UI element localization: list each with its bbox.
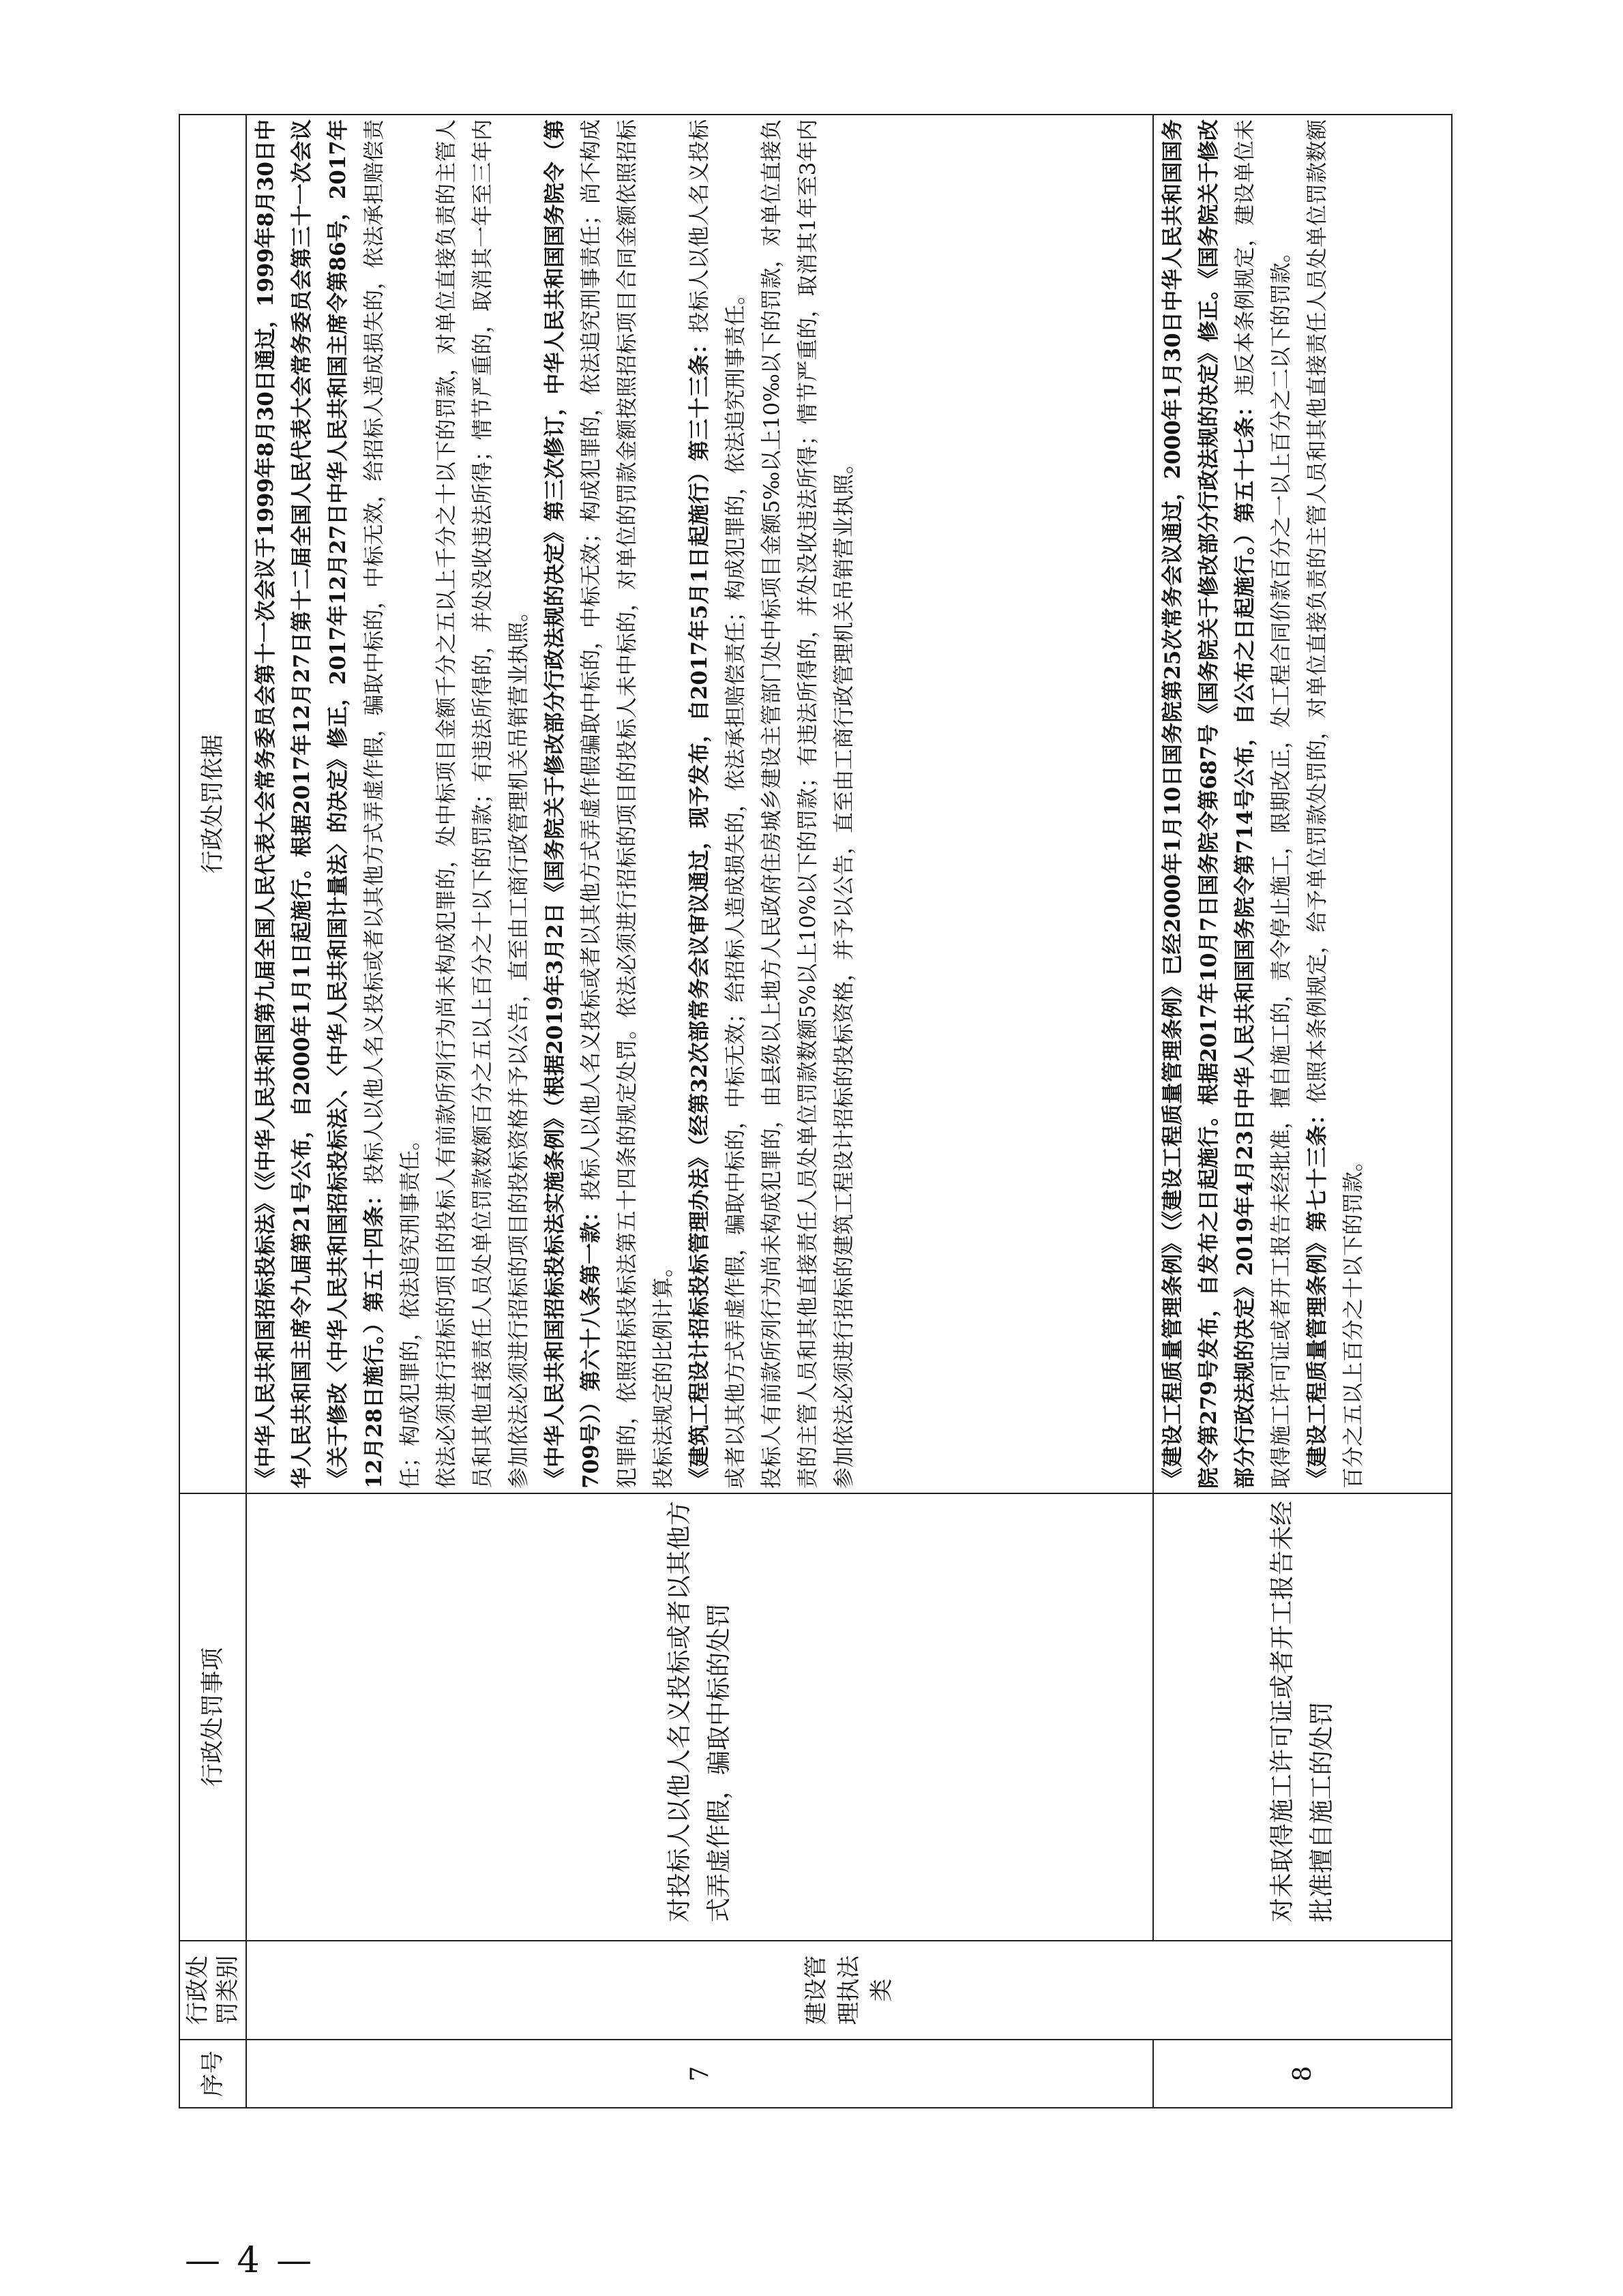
law-text: 投标人以他人名义投标或者以其他方式弄虚作假骗取中标的，中标无效；构成犯罪的，依法追究刑事责任；尚不构成犯罪的，依照招标投标法第五十四条的规定处罚。依法必须进行招标的项目的投标人未中标的，对单位的罚款金额按照招标项目合同金额依照招标投标法规定的比例计算。 (579, 119, 676, 1489)
law-text: 投标人以他人名义投标或者以其他方式弄虚作假，骗取中标的，中标无效；给招标人造成损失的，依法承担赔偿责任；构成犯罪的，依法追究刑事责任。 (687, 119, 748, 1489)
law-citation: 《建设工程质量管理条例》（《建设工程质量管理条例》已经2000年1月10日国务院第25次常务会议通过，2000年1月30日中华人民共和国国务院令第279号发布，自发布之日起施行。根据2017年10月7日国务院令第687号《国务院关于修改部分行政法规的决定》修正。《国务院关于修改部分行政法规的决定》2019年4月23日中华人民共和国国务院令第714号公布，自公布之日起施行。）第五十七条： (1161, 119, 1257, 1489)
penalty-table-rotated (179, 115, 1442, 2108)
law-citation: 《建筑工程设计招标投标管理办法》（经第32次部常务会议审议通过，现予发布，自2017年5月1日起施行）第三十三条： (687, 333, 712, 1489)
row-basis (246, 115, 1153, 1493)
table-header-row (179, 115, 246, 2108)
row-category: 建设管理执法类 (246, 1941, 1452, 2040)
row-number: 7 (246, 2040, 1153, 2108)
basis-paragraph (1300, 119, 1372, 1489)
penalty-table (179, 114, 1453, 2108)
table-row (246, 115, 1153, 2108)
row-item: 对投标人以他人名义投标或者以其他方式弄虚作假，骗取中标的处罚 (246, 1493, 1153, 1941)
basis-paragraph (1155, 119, 1300, 1489)
basis-paragraph (682, 119, 754, 1489)
basis-paragraph (248, 119, 429, 1489)
law-citation: 《中华人民共和国招标投标法实施条例》（根据2019年3月2日《国务院关于修改部分行政法规的决定》第三次修订，中华人民共和国国务院令（第709号））第六十八条第一款： (543, 119, 604, 1489)
law-citation: 《中华人民共和国招标投标法》（《中华人民共和国第九届全国人民代表大会常务委员会第十一次会议于1999年8月30日通过，1999年8月30日中华人民共和国主席令九届第21号公布，自2000年1月1日起施行。根据2017年12月27日第十二届全国人民代表大会常务委员会第三十一次会议《关于修改〈中华人民共和国招标投标法〉、〈中华人民共和国计量法〉的决定》修正，2017年12月27日中华人民共和国主席令第86号，2017年12月28日施行。）第五十四条： (254, 119, 387, 1489)
table-row (1153, 115, 1452, 2108)
header-number: 序号 (179, 2040, 246, 2108)
basis-paragraph (537, 119, 682, 1489)
row-basis (1153, 115, 1452, 1493)
law-text: 违反本条例规定，建设单位未取得施工许可证或者开工报告未经批准，擅自施工的，责令停止施工，限期改正，处工程合同价款百分之一以上百分之二以下的罚款。 (1233, 119, 1294, 1489)
law-text: 依照本条例规定，给予单位罚款处罚的，对单位直接负责的主管人员和其他直接责任人员处单位罚款数额百分之五以上百分之十以下的罚款。 (1305, 119, 1366, 1489)
law-text: 投标人有前款所列行为尚未构成犯罪的，由县级以上地方人民政府住房城乡建设主管部门处中标项目金额5‰以上10‰以下的罚款，对单位直接负责的主管人员和其他直接责任人员处单位罚款数额5%以上10%以下的罚款；有违法所得的，并处没收违法所得；情节严重的，取消其1年至3年内参加依法必须进行招标的建筑工程设计招标的投标资格，并予以公告，直至由工商行政管理机关吊销营业执照。 (760, 119, 857, 1489)
law-citation: 《建设工程质量管理条例》第七十三条： (1305, 1103, 1330, 1489)
header-basis: 行政处罚依据 (179, 115, 246, 1493)
basis-paragraph (429, 119, 537, 1489)
law-text: 依法必须进行招标的项目的投标人有前款所列行为尚未构成犯罪的，处中标项目金额千分之五以上千分之十以下的罚款，对单位直接负责的主管人员和其他直接责任人员处单位罚款数额百分之五以上百分之十以下的罚款；有违法所得的，并处没收违法所得；情节严重的，取消其一年至三年内参加依法必须进行招标的项目的投标资格并予以公告，直至由工商行政管理机关吊销营业执照。 (434, 119, 531, 1489)
page-number: — 4 — (185, 2240, 315, 2281)
row-number: 8 (1153, 2040, 1452, 2108)
row-item: 对未取得施工许可证或者开工报告未经批准擅自施工的处罚 (1153, 1493, 1452, 1941)
law-text: 投标人以他人名义投标或者以其他方式弄虚作假，骗取中标的，中标无效，给招标人造成损失的，依法承担赔偿责任；构成犯罪的，依法追究刑事责任。 (362, 119, 423, 1489)
header-item: 行政处罚事项 (179, 1493, 246, 1941)
header-category: 行政处罚类别 (179, 1941, 246, 2040)
basis-paragraph (754, 119, 863, 1489)
